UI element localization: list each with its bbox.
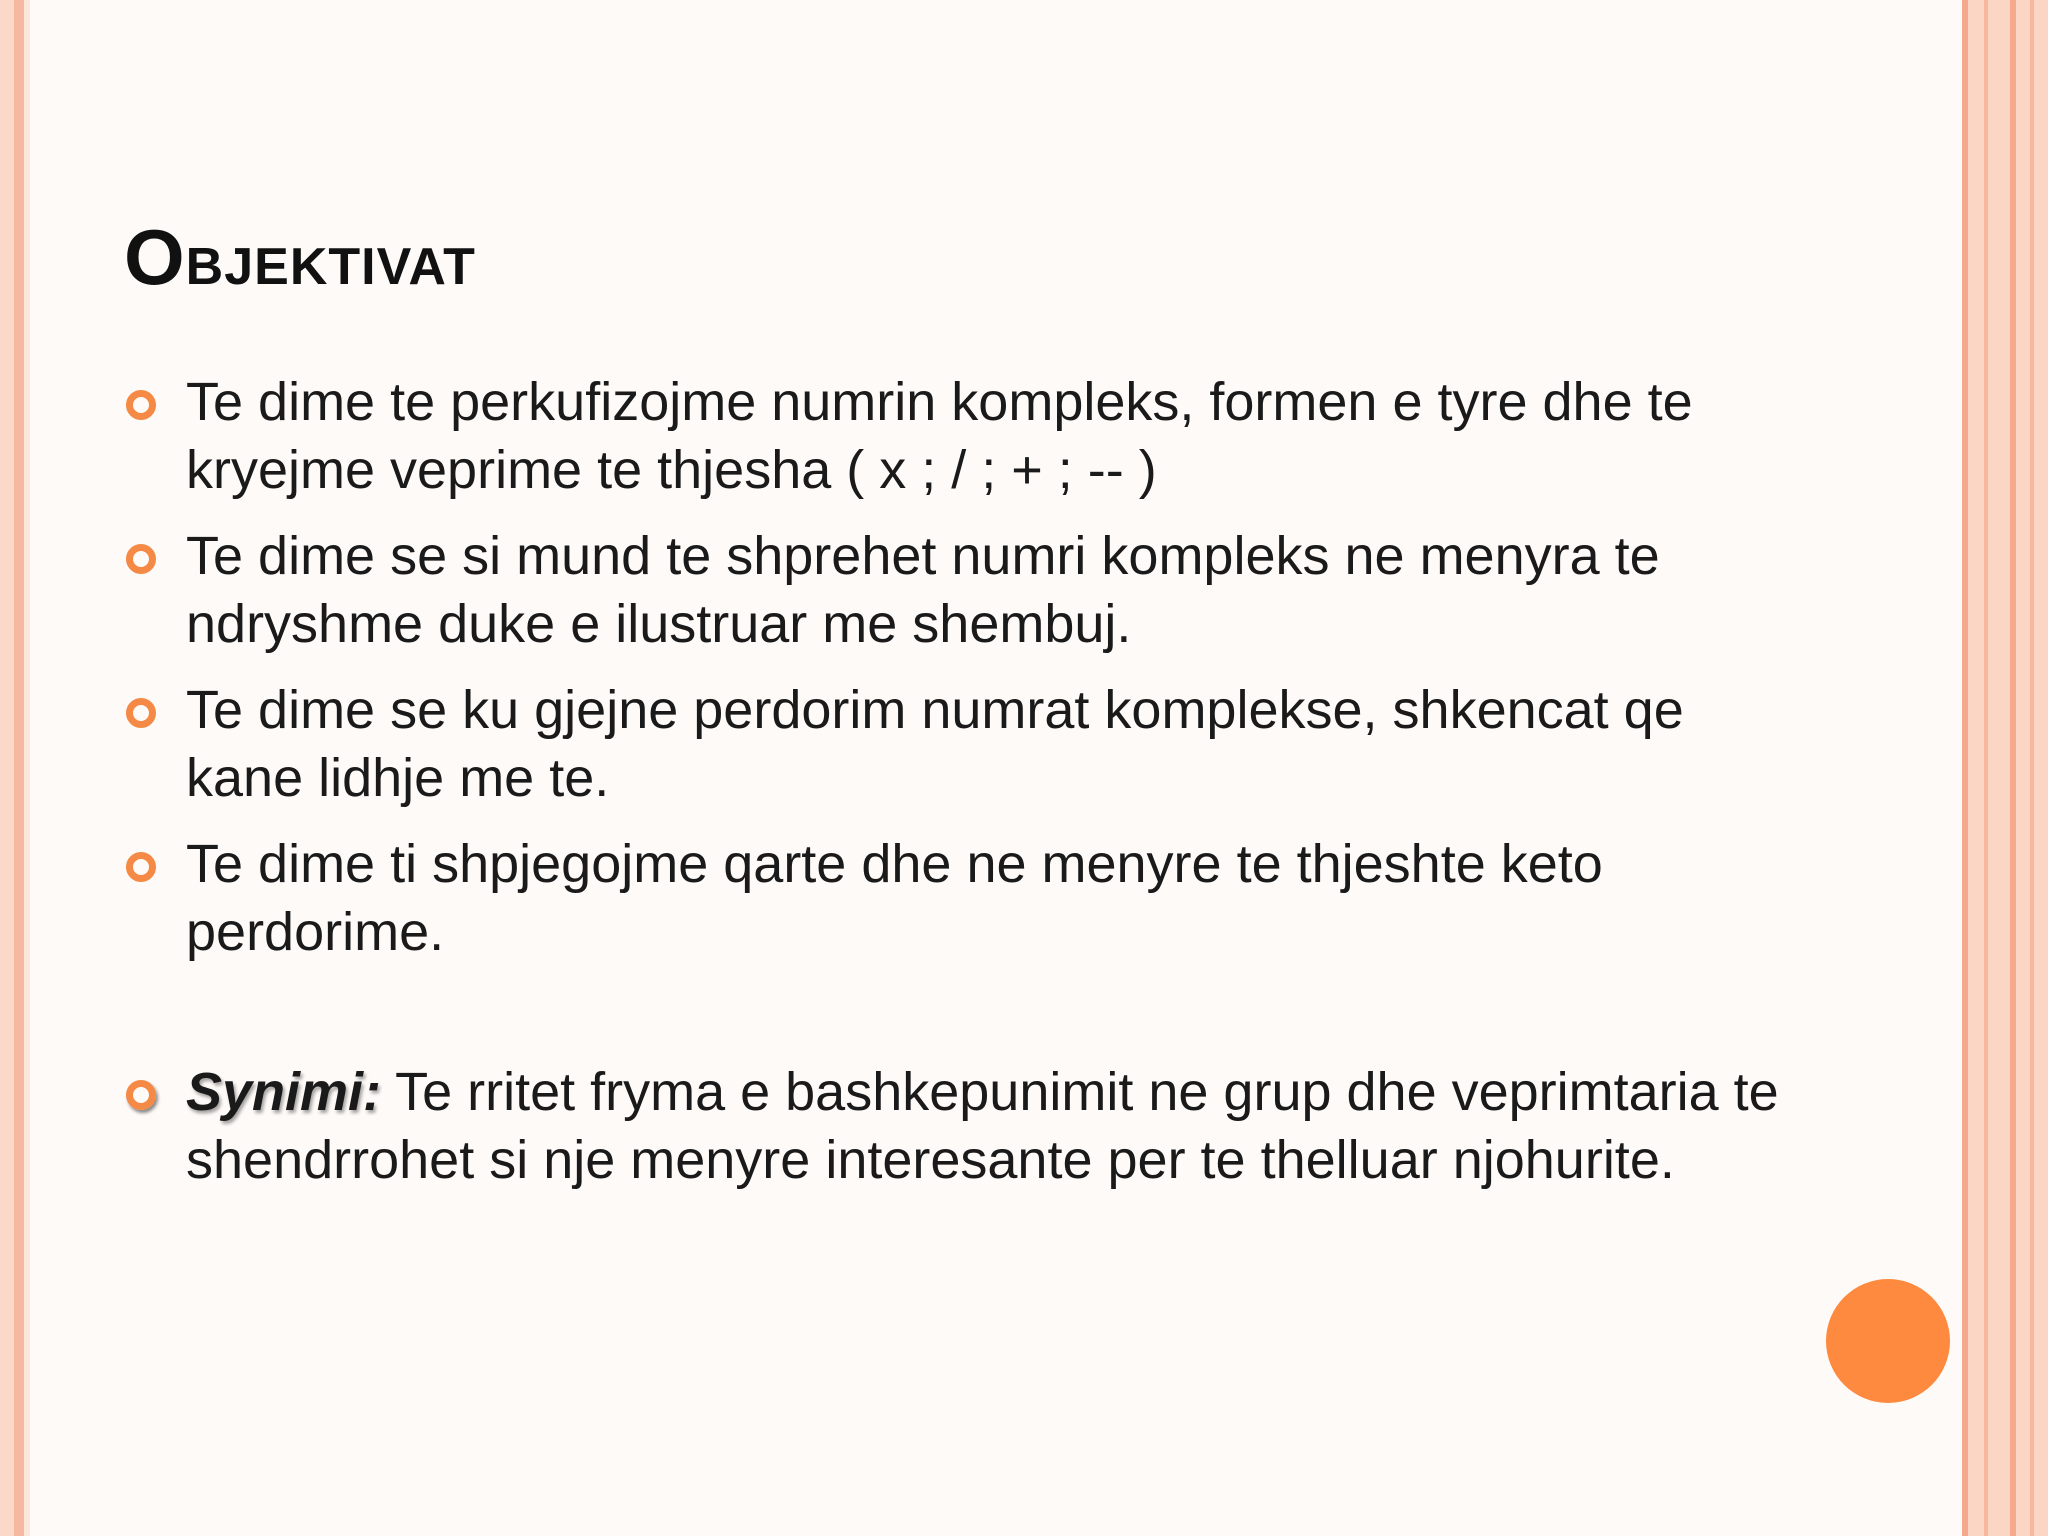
slide-title-rest: BJEKTIVAT [185,238,476,296]
right-border-line [1984,0,1988,1536]
bullet-text: Te dime se ku gjejne perdorim numrat komplekse, shkencat qe kane lidhje me te. [186,680,1684,808]
list-item [124,368,1804,504]
orange-circle-icon [1826,1279,1950,1403]
hollow-circle-bullet-icon [126,1080,156,1110]
synimi-label: Synimi: [186,1062,382,1122]
slide-title-initial: O [124,213,186,301]
objectives-list [124,368,1804,1212]
list-item [124,676,1804,812]
right-border-panel [1962,0,2048,1536]
list-item [124,522,1804,658]
list-item [124,830,1804,966]
hollow-circle-bullet-icon [126,390,156,420]
hollow-circle-bullet-icon [126,698,156,728]
slide-title [124,212,476,303]
synimi-text: Te rritet fryma e bashkepunimit ne grup dhe veprimtaria te shendrrohet si nje menyre interesante per te thelluar njohurite. [186,1062,1779,1190]
left-border-stripe [0,0,14,1536]
bullet-text: Te dime ti shpjegojme qarte dhe ne menyre te thjeshte keto perdorime. [186,834,1603,962]
hollow-circle-bullet-icon [126,852,156,882]
synimi-item [124,1058,1804,1194]
bullet-text: Te dime se si mund te shprehet numri kompleks ne menyra te ndryshme duke e ilustruar me shembuj. [186,526,1660,654]
right-border-line [2030,0,2034,1536]
right-border-line [2010,0,2016,1536]
right-border-line [1962,0,1968,1536]
left-border-stripe [14,0,24,1536]
hollow-circle-bullet-icon [126,544,156,574]
left-border-stripe [24,0,30,1536]
bullet-text: Te dime te perkufizojme numrin kompleks, formen e tyre dhe te kryejme veprime te thjesha ( x ; / ; + ; -- ) [186,372,1693,500]
